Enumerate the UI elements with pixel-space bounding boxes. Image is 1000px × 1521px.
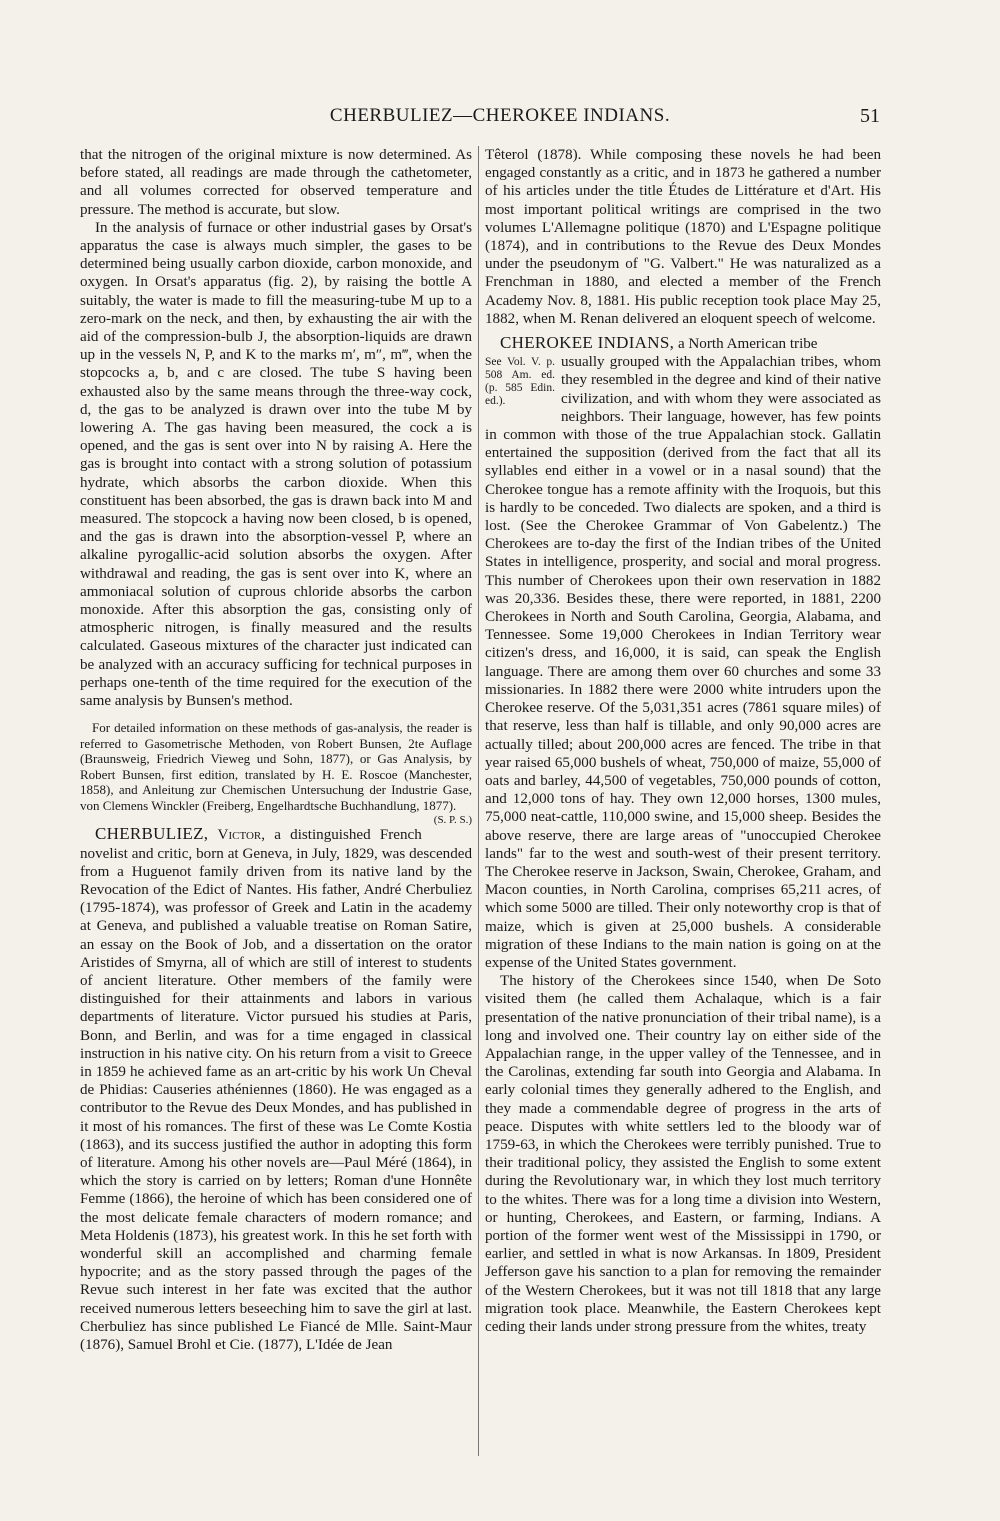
entry-headword: CHEROKEE INDIANS, (500, 333, 675, 353)
author-initials: (S. P. S.) (433, 814, 472, 827)
page-number: 51 (860, 105, 880, 127)
entry-headword: CHERBULIEZ, (95, 824, 209, 844)
paragraph: Têterol (1878). While composing these novels he had been engaged constantly as a critic, and in 1873 he gathered a number of his articles under the title Études de Littérature et d'Art. His most important political writings are comprised in the two volumes L'Allemagne politique (1870) and L'Espagne politique (1874), and in contributions to the Revue des Deux Mondes under the pseudonym of "G. Valbert." He was naturalized as a Frenchman in 1880, and elected a member of the French Academy Nov. 8, 1881. His public reception took place May 25, 1882, when M. Renan delivered an eloquent speech of welcome. (485, 147, 881, 327)
entry-cherokee-headline (485, 334, 881, 353)
entry-cherokee (485, 353, 881, 972)
left-column (80, 146, 472, 1354)
paragraph: In the analysis of furnace or other industrial gases by Orsat's apparatus the case is always much simpler, the gases to be determined being usually carbon dioxide, carbon monoxide, and oxygen. In Orsat's apparatus (fig. 2), by raising the bottle A suitably, the water is made to fill the measuring-tube M up to a zero-mark on the neck, and then, by exhausting the air with the aid of the compression-bulb J, the absorption-liquids are drawn up in the vessels N, P, and K to the marks m′, m″, m‴, when the stopcocks a, b, and c are closed. The tube S having been exhausted also by the same means through the three-way cock, d, the gas to be analyzed is drawn over into the tube M by lowering A. The gas having been measured, the cock a is opened, and the gas is sent over into N by raising A. Here the gas is brought into contact with a strong solution of potassium hydrate, which absorbs the carbon dioxide. When this constituent has been absorbed, the gas is drawn back into M and measured. The stopcock a having now been closed, b is opened, and the gas is drawn into the absorption-vessel P, where an alkaline pyrogallic-acid solution absorbs the oxygen. After withdrawal and reading, the gas is sent over into K, where an ammoniacal solution of cuprous chloride absorbs the carbon monoxide. After this absorption the gas, consisting only of atmospheric nitrogen, is finally measured and the results calculated. Gaseous mixtures of the character just indicated can be analyzed with an accuracy sufficing for technical purposes in perhaps one-tenth of the time required for the execution of the same analysis by Bunsen's method. (80, 219, 472, 710)
running-head (0, 105, 1000, 131)
entry-text: a distinguished French novelist and critic, born at Geneva, in July, 1829, was descended from a Huguenot family driven from its native land by the Revocation of the Edict of Nantes. His father, André Cherbuliez (1795-1874), was professor of Greek and Latin in the academy at Geneva, and published a valuable treatise on Roman Satire, an essay on the Book of Job, and a dissertation on the orator Aristides of Smyrna, all of which are still of interest to students of ancient literature. Other members of the family were distinguished for their attainments and labors in various departments of literature. Victor pursued his studies at Paris, Bonn, and Berlin, and was for a time engaged in classical instruction in his native city. On his return from a visit to Greece in 1859 he achieved fame as an art-critic by his work Un Cheval de Phidias: Causeries athéniennes (1860). He was engaged as a contributor to the Revue des Deux Mondes, and has published in it most of his romances. The first of these was Le Comte Kostia (1863), and its success justified the author in adopting this form of literature. Among his other novels are—Paul Méré (1864), in which the story is carried on by letters; Roman d'une Honnête Femme (1866), the heroine of which has been considered one of the most delicate female characters of modern romance; and Meta Holdenis (1873), his greatest work. In this he set forth with wonderful skill an accomplished and charming female hypocrite; and as the story passed through the pages of the Revue such interest in her fate was excited that the author received numerous letters beseeching him to save the girl at last. Cherbuliez has since published Le Fiancé de Mlle. Saint-Maur (1876), Samuel Brohl et Cie. (1877), L'Idée de Jean (80, 827, 472, 1353)
running-title: CHERBULIEZ—CHEROKEE INDIANS. (329, 105, 671, 126)
note-text: For detailed information on these methods of gas-analysis, the reader is referred to Gasometrische Methoden, von Robert Bunsen, 2te Auflage (Braunsweig, Friedrich Vieweg und Sohn, 1877), or Gas Analysis, by Robert Bunsen, first edition, translated by H. E. Roscoe (Manchester, 1858), and Anleitung zur Chemischen Untersuchung der Industrie Gase, von Clemens Winckler (Freiberg, Engelhardtsche Buchhandlung, 1877). (80, 720, 472, 813)
paragraph: The history of the Cherokees since 1540, when De Soto visited them (he called them Achalaque, which is a fair presentation of the native pronunciation of their tribal name), is a long and involved one. Their country lay on either side of the Appalachian range, in the upper valley of the Tennessee, and in the Carolinas, extending far south into Georgia and Alabama. In early colonial times they generally adhered to the English, and they made a commendable degree of progress in the arts of peace. Disputes with white settlers led to the bloody war of 1759-63, in which the Cherokees were terribly punished. True to their traditional policy, they assisted the English to some extent during the Revolutionary war, in which they lost much territory to the whites. There was for a long time a division into Western, or hunting, Cherokees, and Eastern, or farming, Indians. A portion of the former went west of the Mississippi in 1790, or earlier, and settled in what is now Arkansas. In 1809, President Jefferson gave his sanction to a plan for removing the remainder of the Western Cherokees, but it was not till 1818 that any large migration took place. Meanwhile, the Eastern Cherokees kept ceding their lands under strong pressure from the whites, treaty (485, 973, 881, 1335)
entry-subword: Victor, (217, 827, 266, 844)
right-column (485, 146, 881, 1336)
bibliography-note (80, 720, 472, 827)
entry-cherbuliez (80, 825, 472, 1354)
entry-lead: a North American tribe (677, 336, 818, 353)
paragraph: that the nitrogen of the original mixture is now determined. As before stated, all readings are made through the cathetometer, and all volumes corrected for observed temperature and pressure. The method is accurate, but slow. (80, 147, 472, 218)
column-divider (478, 146, 479, 1456)
margin-reference: See Vol. V. p. 508 Am. ed. (p. 585 Edin. ed.). (485, 356, 555, 408)
entry-text: usually grouped with the Appalachian tribes, whom they resembled in the degree and kind of their native civilization, and with whom they were associated as neighbors. Their language, however, has few points in common with those of the true Appalachian stock. Gallatin entertained the supposition (derived from the fact that all its syllables end either in a vowel or in a nasal sound) that the Cherokee tongue has a remote affinity with the Iroquois, but this is hardly to be conceded. Two dialects are spoken, and a third is lost. (See the Cherokee Grammar of Von Gabelentz.) The Cherokees are to-day the first of the Indian tribes of the United States in intelligence, prosperity, and social and moral progress. This number of Cherokees upon their own reservation in 1882 was 20,336. Besides these, there were reported, in 1881, 2200 Cherokees in North and South Carolina, Georgia, Alabama, and Tennessee. Some 19,000 Cherokees in Indian Territory wear citizen's dress, and 16,000, it is said, can speak the English language. There are among them over 60 churches and some 33 missionaries. In 1882 there were 2000 white intruders upon the Cherokee reserve. Of the 5,031,351 acres (7861 square miles) of that reserve, less than half is tillable, and only 90,000 acres are actually tilled; about 200,000 acres are fenced. The tribe in that year raised 65,000 bushels of wheat, 750,000 of maize, 55,000 of oats and barley, 44,500 of vegetables, 750,000 pounds of cotton, and 12,000 tons of hay. They own 12,000 horses, 1300 mules, 75,000 neat-cattle, 110,000 swine, and 15,000 sheep. Besides the above reserve, there are large areas of "unoccupied Cherokee lands" far to the west and south-west of their present territory. The Cherokee reserve in Jackson, Swain, Cherokee, Graham, and Macon counties, in North Carolina, comprises 65,211 acres, of which some 5000 are tilled. Their only noteworthy crop is that of maize, which is given at 25,000 bushels. A considerable migration of these Indians to the main nation is going on at the expense of the United States government. (485, 354, 881, 971)
